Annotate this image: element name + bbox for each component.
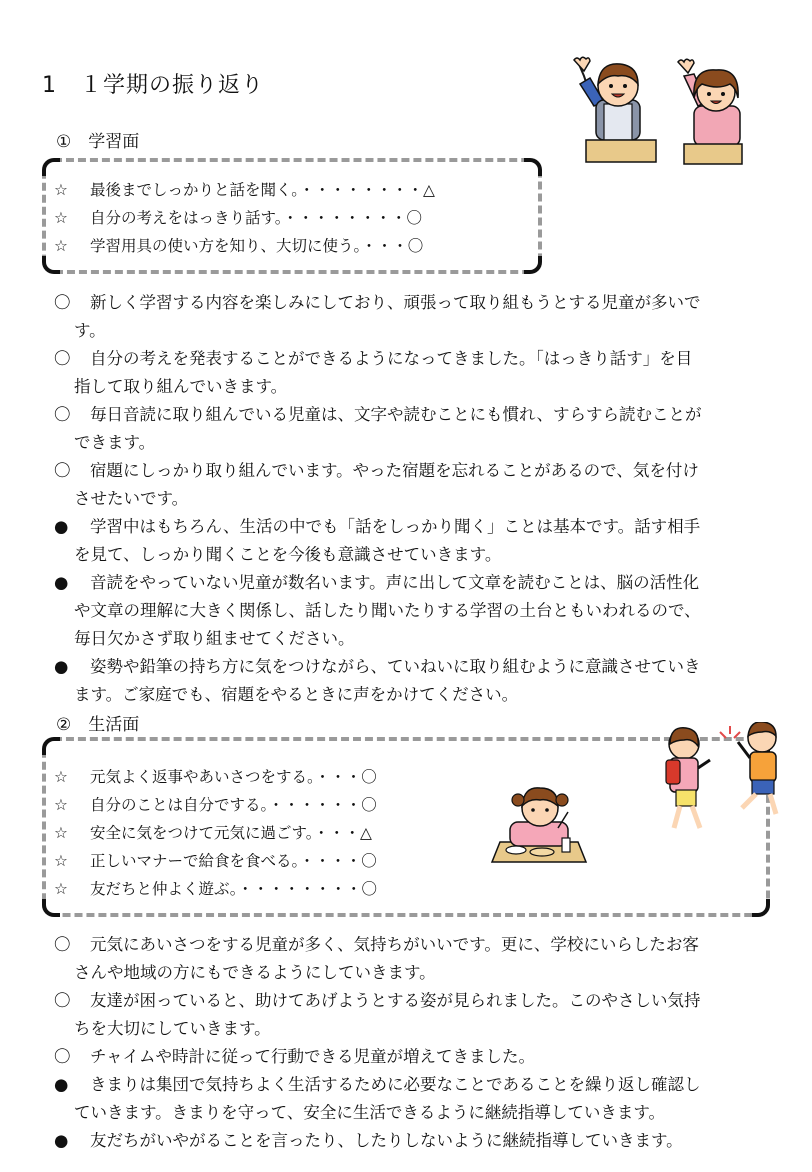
boy-figure	[574, 57, 656, 162]
study-goal: ☆ 自分の考えをはっきり話す。・・・・・・・・〇	[54, 209, 423, 227]
kids-waving-illustration	[660, 722, 790, 834]
study-comment: 〇 自分の考えを発表することができるようになってきました。「はっきり話す」を目 指して取り組んでいきます。	[54, 349, 693, 396]
life-comment: 〇 元気にあいさつをする児童が多く、気持ちがいいです。更に、学校にいらしたお客 さんや地域の方にもできるようにしていきます。	[54, 935, 699, 982]
study-comment: 〇 宿題にしっかり取り組んでいます。やった宿題を忘れることがあるので、気を付け させたいです。	[54, 461, 699, 508]
section-title-life: ② 生活面	[56, 715, 140, 735]
girl-figure	[678, 59, 742, 164]
life-goal: ☆ 元気よく返事やあいさつをする。・・・〇	[54, 768, 377, 786]
section-title-study: ① 学習面	[56, 132, 140, 152]
life-comment: ● 友だちがいやがることを言ったり、したりしないように継続指導していきます。	[54, 1131, 683, 1150]
study-goal: ☆ 最後までしっかりと話を聞く。・・・・・・・・△	[54, 181, 435, 199]
study-goal: ☆ 学習用具の使い方を知り、大切に使う。・・・〇	[54, 237, 424, 255]
girl-eating-lunch-illustration	[486, 782, 596, 872]
study-comment: ● 姿勢や鉛筆の持ち方に気をつけながら、ていねいに取り組むように意識させていき ます。ご家庭でも、宿題をやるときに声をかけてください。	[54, 657, 701, 704]
page-heading: 1 １学期の振り返り	[42, 73, 264, 98]
life-goal: ☆ 友だちと仲よく遊ぶ。・・・・・・・・〇	[54, 880, 378, 898]
life-goal: ☆ 安全に気をつけて元気に過ごす。・・・△	[54, 824, 372, 842]
study-comment: 〇 毎日音読に取り組んでいる児童は、文字や読むことにも慣れ、すらすら読むことが できます。	[54, 405, 702, 452]
life-goal: ☆ 自分のことは自分でする。・・・・・・〇	[54, 796, 377, 814]
study-comment: ● 学習中はもちろん、生活の中でも「話をしっかり聞く」ことは基本です。話す相手 を見て、しっかり聞くことを今後も意識させていきます。	[54, 517, 701, 564]
kids-raising-hands-illustration	[566, 54, 746, 166]
life-comment: ● きまりは集団で気持ちよく生活するために必要なことであることを繰り返し確認し ていきます。きまりを守って、安全に生活できるように継続指導していきます。	[54, 1075, 701, 1122]
life-goal: ☆ 正しいマナーで給食を食べる。・・・・〇	[54, 852, 377, 870]
girl-walking	[666, 728, 710, 828]
life-comment: 〇 友達が困っていると、助けてあげようとする姿が見られました。このやさしい気持 ちを大切にしていきます。	[54, 991, 701, 1038]
study-comment: ● 音読をやっていない児童が数名います。声に出して文章を読むことは、脳の活性化 や文章の理解に大きく関係し、話したり聞いたりする学習の土台ともいわれるので、 毎日欠かさず取り組ませてください。	[54, 573, 701, 648]
boy-running	[738, 722, 776, 814]
study-comment: 〇 新しく学習する内容を楽しみにしており、頑張って取り組もうとする児童が多いで す。	[54, 293, 701, 340]
life-comment: 〇 チャイムや時計に従って行動できる児童が増えてきました。	[54, 1047, 536, 1066]
